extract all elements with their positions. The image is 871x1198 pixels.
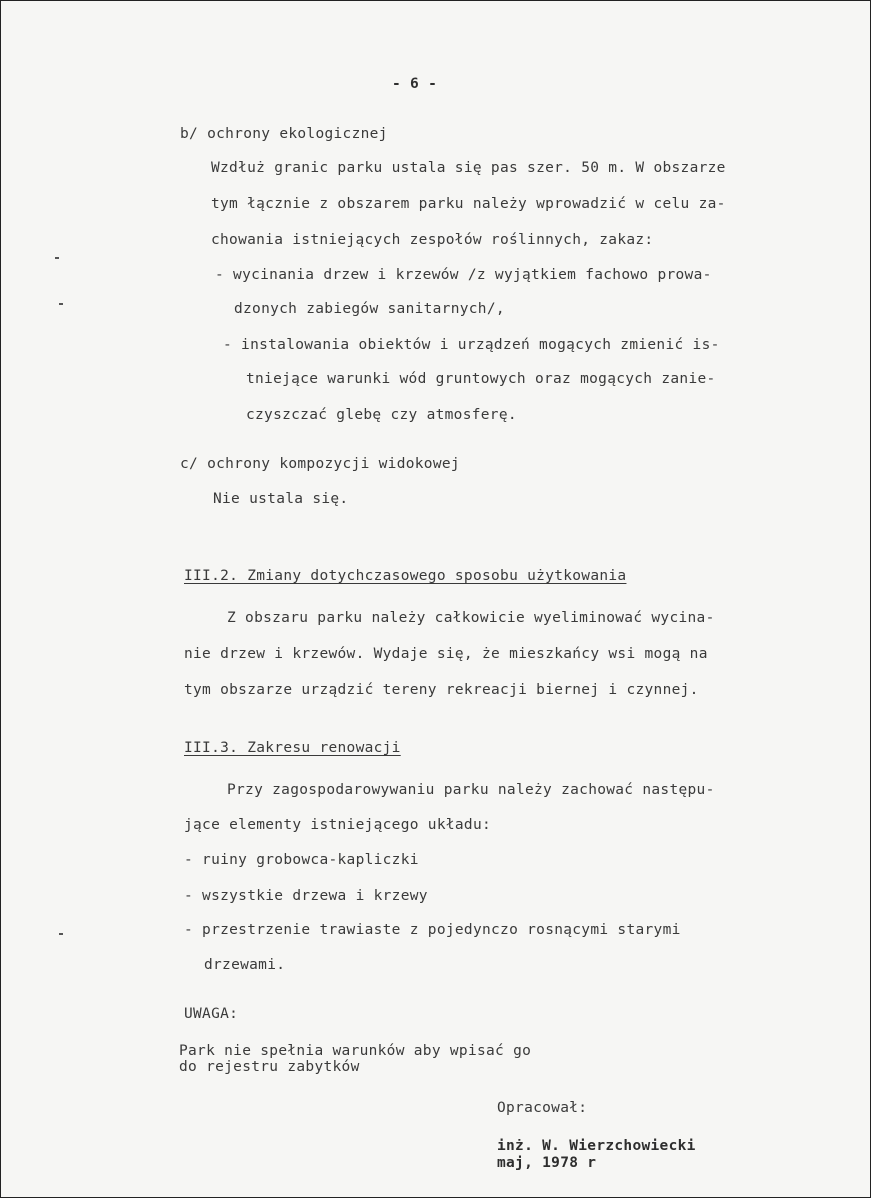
note-label: UWAGA: xyxy=(184,1006,239,1022)
section-iii3-heading: III.3. Zakresu renowacji xyxy=(184,740,401,756)
margin-speck xyxy=(55,257,59,259)
section-iii2-line: tym obszarze urządzić tereny rekreacji biernej i czynnej. xyxy=(184,682,699,698)
section-iii3-line: jące elementy istniejącego układu: xyxy=(184,817,492,833)
section-b-heading: b/ ochrony ekologicznej xyxy=(180,126,388,142)
section-c-heading: c/ ochrony kompozycji widokowej xyxy=(180,456,460,472)
section-b-line: - wycinania drzew i krzewów /z wyjątkiem fachowo prowa- xyxy=(215,267,712,283)
section-b-line: - instalowania obiektów i urządzeń mogących zmienić is- xyxy=(223,337,720,353)
note-line: Park nie spełnia warunków aby wpisać go xyxy=(179,1043,532,1059)
margin-speck xyxy=(59,933,63,935)
signature-name: inż. W. Wierzchowiecki xyxy=(497,1138,696,1154)
section-b-line: chowania istniejących zespołów roślinnych, zakaz: xyxy=(211,232,654,248)
signature-date: maj, 1978 r xyxy=(497,1155,597,1171)
note-line: do rejestru zabytków xyxy=(179,1059,360,1075)
section-b-line: dzonych zabiegów sanitarnych/, xyxy=(234,301,505,317)
section-iii2-heading: III.2. Zmiany dotychczasowego sposobu użytkowania xyxy=(184,568,627,584)
section-b-line: tniejące warunki wód gruntowych oraz mogących zanie- xyxy=(246,371,716,387)
signature-label: Opracował: xyxy=(497,1100,588,1116)
section-iii3-line: Przy zagospodarowywaniu parku należy zachować następu- xyxy=(227,782,715,798)
page-number: - 6 - xyxy=(392,76,438,92)
section-b-line: tym łącznie z obszarem parku należy wprowadzić w celu za- xyxy=(211,196,726,212)
section-b-line: Wzdłuż granic parku ustala się pas szer. 50 m. W obszarze xyxy=(211,160,726,176)
section-iii2-line: nie drzew i krzewów. Wydaje się, że mieszkańcy wsi mogą na xyxy=(184,646,708,662)
section-iii3-line: - ruiny grobowca-kapliczki xyxy=(184,852,419,868)
section-b-line: czyszczać glebę czy atmosferę. xyxy=(246,407,517,423)
section-iii3-line: - wszystkie drzewa i krzewy xyxy=(184,888,428,904)
section-iii2-line: Z obszaru parku należy całkowicie wyeliminować wycina- xyxy=(227,610,715,626)
section-c-line: Nie ustala się. xyxy=(213,491,349,507)
section-iii3-line: - przestrzenie trawiaste z pojedynczo rosnącymi starymi xyxy=(184,922,681,938)
section-iii3-line: drzewami. xyxy=(204,957,286,973)
margin-speck xyxy=(59,303,63,305)
